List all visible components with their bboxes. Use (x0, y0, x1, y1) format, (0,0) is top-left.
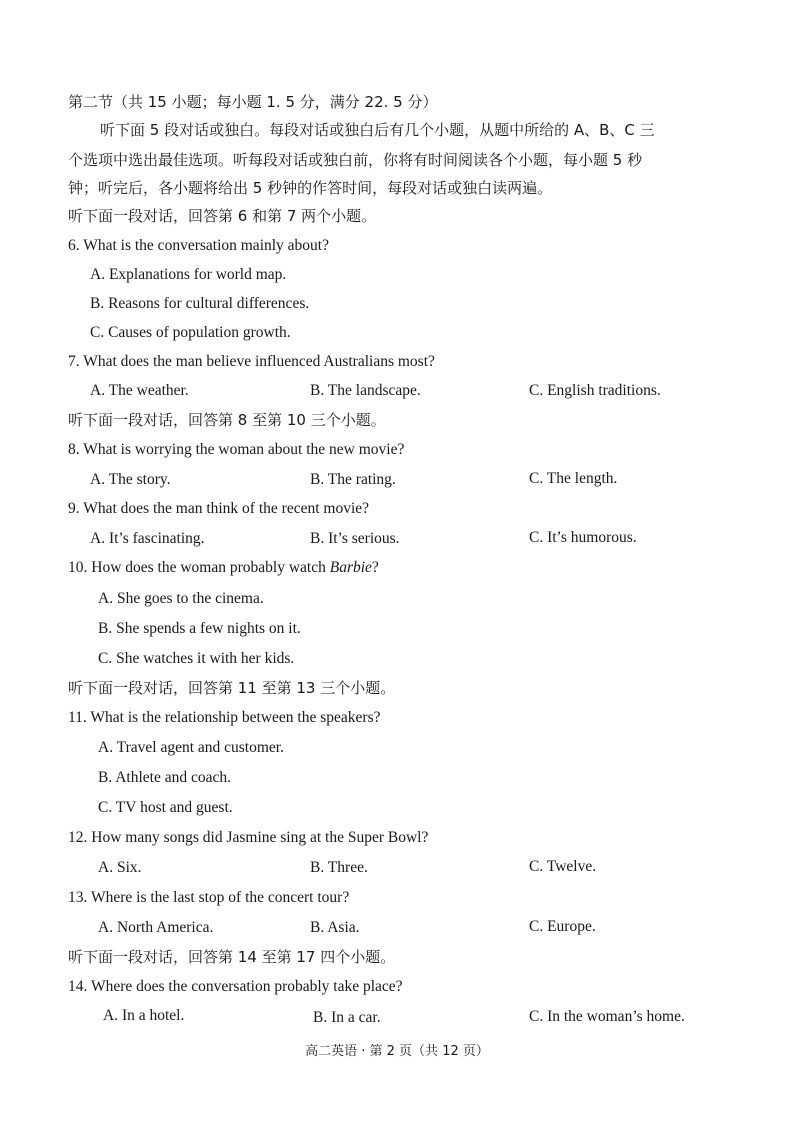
instruction-dialogue-2: 听下面一段对话，回答第 8 至第 10 三个小题。 (68, 411, 386, 429)
question-12-option-a[interactable]: A. Six. (98, 859, 142, 876)
question-7-option-b[interactable]: B. The landscape. (310, 382, 421, 399)
question-7-option-c[interactable]: C. English traditions. (529, 382, 661, 399)
question-11-option-c[interactable]: C. TV host and guest. (98, 799, 233, 816)
question-10-option-c[interactable]: C. She watches it with her kids. (98, 650, 295, 667)
question-14-option-b[interactable]: B. In a car. (313, 1009, 381, 1026)
question-10-stem (68, 558, 379, 578)
question-13-option-c[interactable]: C. Europe. (529, 918, 596, 935)
question-8-option-c[interactable]: C. The length. (529, 470, 618, 487)
section-intro-line-2: 个选项中选出最佳选项。听每段对话或独白前，你将有时间阅读各个小题，每小题 5 秒 (68, 151, 643, 169)
question-10-option-b[interactable]: B. She spends a few nights on it. (98, 620, 301, 637)
question-8-stem: 8. What is worrying the woman about the new movie? (68, 441, 405, 458)
question-8-option-b[interactable]: B. The rating. (310, 471, 396, 488)
section-intro-line-3: 钟；听完后，各小题将给出 5 秒钟的作答时间，每段对话或独白读两遍。 (68, 179, 553, 197)
question-10-option-a[interactable]: A. She goes to the cinema. (98, 590, 264, 607)
question-11-stem: 11. What is the relationship between the speakers? (68, 709, 381, 726)
question-14-option-a[interactable]: A. In a hotel. (103, 1007, 185, 1024)
instruction-dialogue-1: 听下面一段对话，回答第 6 和第 7 两个小题。 (68, 207, 377, 225)
question-11-option-a[interactable]: A. Travel agent and customer. (98, 739, 284, 756)
question-7-option-a[interactable]: A. The weather. (90, 382, 189, 399)
question-13-option-a[interactable]: A. North America. (98, 919, 214, 936)
question-12-option-b[interactable]: B. Three. (310, 859, 368, 876)
question-6-option-c[interactable]: C. Causes of population growth. (90, 324, 291, 341)
question-13-option-b[interactable]: B. Asia. (310, 919, 360, 936)
question-9-option-a[interactable]: A. It’s fascinating. (90, 530, 205, 547)
page-footer: 高二英语 · 第 2 页（共 12 页） (305, 1044, 489, 1059)
instruction-dialogue-3: 听下面一段对话，回答第 11 至第 13 三个小题。 (68, 679, 396, 697)
question-8-option-a[interactable]: A. The story. (90, 471, 171, 488)
question-12-option-c[interactable]: C. Twelve. (529, 858, 597, 875)
instruction-dialogue-4: 听下面一段对话，回答第 14 至第 17 四个小题。 (68, 948, 396, 966)
question-7-stem: 7. What does the man believe influenced Australians most? (68, 353, 435, 370)
section-intro-line-1: 听下面 5 段对话或独白。每段对话或独白后有几个小题，从题中所给的 A、B、C 三 (100, 121, 655, 139)
question-9-stem: 9. What does the man think of the recent movie? (68, 500, 370, 517)
question-6-option-b[interactable]: B. Reasons for cultural differences. (90, 295, 310, 312)
question-13-stem: 13. Where is the last stop of the concert tour? (68, 889, 350, 906)
section-title: 第二节（共 15 小题；每小题 1. 5 分，满分 22. 5 分） (68, 93, 438, 111)
question-6-option-a[interactable]: A. Explanations for world map. (90, 266, 287, 283)
question-10-movie-title: Barbie (329, 559, 372, 576)
question-14-stem: 14. Where does the conversation probably take place? (68, 978, 403, 995)
question-14-option-c[interactable]: C. In the woman’s home. (529, 1008, 685, 1025)
question-11-option-b[interactable]: B. Athlete and coach. (98, 769, 231, 786)
question-10-stem-end: ? (371, 559, 379, 576)
question-12-stem: 12. How many songs did Jasmine sing at the Super Bowl? (68, 829, 429, 846)
question-9-option-b[interactable]: B. It’s serious. (310, 530, 400, 547)
question-6-stem: 6. What is the conversation mainly about? (68, 237, 329, 254)
question-10-stem-text: 10. How does the woman probably watch (68, 559, 330, 576)
question-9-option-c[interactable]: C. It’s humorous. (529, 529, 637, 546)
